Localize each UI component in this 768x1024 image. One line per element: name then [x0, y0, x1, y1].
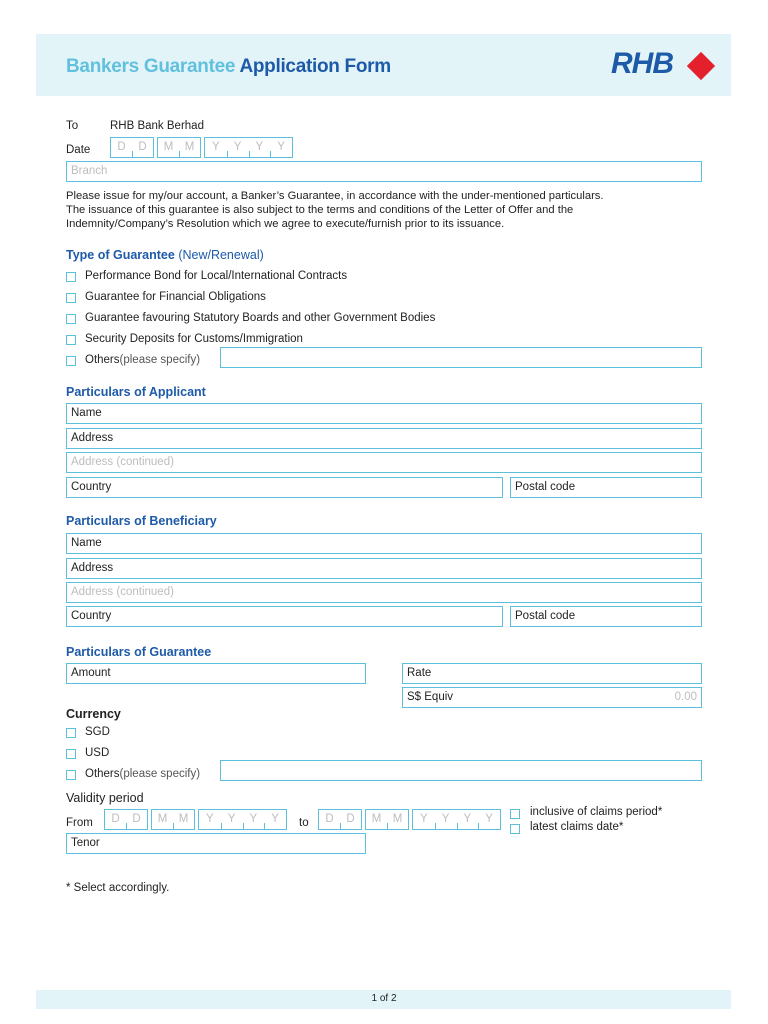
currency-heading: Currency — [66, 707, 121, 721]
to-label: To — [66, 120, 79, 132]
claims-period-checkbox[interactable] — [510, 809, 520, 819]
beneficiary-postal-field[interactable]: Postal code — [510, 606, 702, 627]
currency-sgd-label: SGD — [85, 726, 110, 738]
type-option-2-checkbox[interactable] — [66, 293, 76, 303]
to-value: RHB Bank Berhad — [110, 120, 204, 132]
type-others-input[interactable] — [220, 347, 702, 368]
type-option-3-label: Guarantee favouring Statutory Boards and other Government Bodies — [85, 312, 436, 324]
intro-line-3: Indemnity/Company’s Resolution which we agree to execute/furnish prior to its issuance. — [66, 218, 505, 230]
applicant-heading: Particulars of Applicant — [66, 385, 206, 399]
currency-others-label: Others(please specify) — [85, 768, 201, 780]
type-others-checkbox[interactable] — [66, 356, 76, 366]
from-year-field[interactable]: Y Y Y Y — [198, 809, 287, 830]
validity-heading: Validity period — [66, 791, 144, 805]
sgd-equiv-value: 0.00 — [674, 691, 697, 703]
amount-field[interactable]: Amount — [66, 663, 366, 684]
rate-field[interactable]: Rate — [402, 663, 702, 684]
intro-paragraph — [66, 189, 706, 231]
applicant-postal-field[interactable]: Postal code — [510, 477, 702, 498]
guarantee-heading: Particulars of Guarantee — [66, 645, 212, 659]
date-label: Date — [66, 144, 91, 156]
currency-sgd-checkbox[interactable] — [66, 728, 76, 738]
applicant-country-field[interactable]: Country — [66, 477, 503, 498]
beneficiary-heading: Particulars of Beneficiary — [66, 514, 217, 528]
type-others-label: Others(please specify) — [85, 354, 201, 366]
currency-usd-label: USD — [85, 747, 110, 759]
beneficiary-country-field[interactable]: Country — [66, 606, 503, 627]
branch-field[interactable] — [66, 161, 702, 182]
currency-others-input[interactable] — [220, 760, 702, 781]
date-year-field[interactable]: Y Y Y Y — [204, 137, 293, 158]
applicant-name-field[interactable]: Name — [66, 403, 702, 424]
intro-line-1: Please issue for my/our account, a Banker’s Guarantee, in accordance with the under-mentioned particulars. — [66, 190, 604, 202]
intro-line-2: The issuance of this guarantee is also subject to the terms and conditions of the Letter of Offer and the — [66, 204, 574, 216]
beneficiary-address-cont-field[interactable]: Address (continued) — [66, 582, 702, 603]
validity-from-label: From — [66, 817, 93, 829]
type-option-4-label: Security Deposits for Customs/Immigration — [85, 333, 303, 345]
currency-usd-checkbox[interactable] — [66, 749, 76, 759]
to-day-field[interactable]: D D — [318, 809, 362, 830]
to-year-field[interactable]: Y Y Y Y — [412, 809, 501, 830]
type-option-2-label: Guarantee for Financial Obligations — [85, 291, 266, 303]
latest-claims-date-checkbox[interactable] — [510, 824, 520, 834]
page-title — [66, 56, 391, 78]
logo-diamond-icon — [687, 52, 715, 80]
select-note: * Select accordingly. — [66, 882, 170, 894]
latest-claims-date-label: latest claims date* — [530, 821, 624, 833]
page-number: 1 of 2 — [371, 993, 397, 1004]
title-part1: Bankers Guarantee — [66, 56, 236, 77]
type-option-3-checkbox[interactable] — [66, 314, 76, 324]
applicant-address-cont-field[interactable]: Address (continued) — [66, 452, 702, 473]
currency-others-checkbox[interactable] — [66, 770, 76, 780]
from-day-field[interactable]: D D — [104, 809, 148, 830]
type-heading-sub: (New/Renewal) — [178, 248, 264, 262]
to-month-field[interactable]: M M — [365, 809, 409, 830]
branch-placeholder: Branch — [71, 165, 108, 177]
logo-text: RHB — [611, 47, 673, 80]
type-option-1-label: Performance Bond for Local/International Contracts — [85, 270, 348, 282]
type-of-guarantee-heading: Type of Guarantee (New/Renewal) — [66, 248, 264, 262]
beneficiary-name-field[interactable]: Name — [66, 533, 702, 554]
applicant-address-field[interactable]: Address — [66, 428, 702, 449]
currency-others-hint: (please specify) — [119, 768, 201, 780]
beneficiary-address-field[interactable]: Address — [66, 558, 702, 579]
from-month-field[interactable]: M M — [151, 809, 195, 830]
type-others-hint: (please specify) — [119, 354, 201, 366]
sgd-equiv-field[interactable]: S$ Equiv 0.00 — [402, 687, 702, 708]
validity-to-label: to — [299, 817, 309, 829]
claims-period-label: inclusive of claims period* — [530, 806, 663, 818]
type-option-1-checkbox[interactable] — [66, 272, 76, 282]
rhb-logo — [611, 47, 715, 84]
date-day-field[interactable]: D D — [110, 137, 154, 158]
title-part2: Application Form — [239, 56, 391, 77]
date-month-field[interactable]: M M — [157, 137, 201, 158]
tenor-field[interactable]: Tenor — [66, 833, 366, 854]
type-option-4-checkbox[interactable] — [66, 335, 76, 345]
